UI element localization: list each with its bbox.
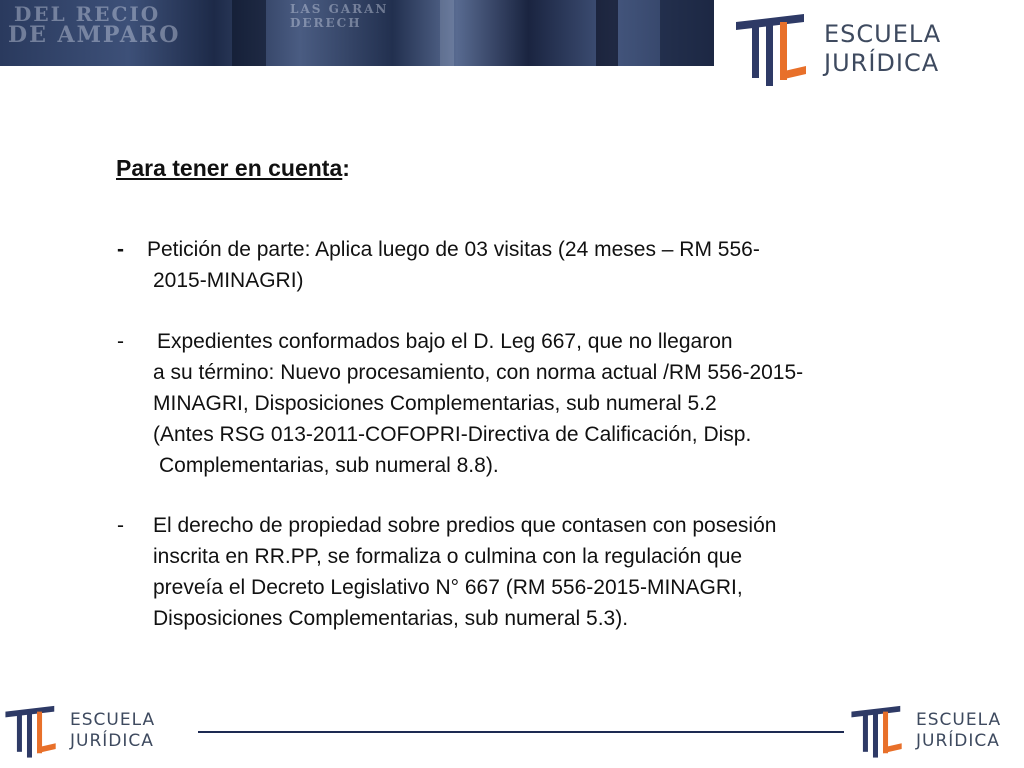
item-2-line-3: MINAGRI, Disposiciones Complementarias, sub numeral 5.2 — [153, 392, 717, 415]
bullet-dash: - — [117, 514, 124, 537]
bullet-dash: - — [117, 238, 124, 261]
banner-book-title: DERECH — [290, 16, 362, 30]
item-2-line-2: a su término: Nuevo procesamiento, con norma actual /RM 556-2015- — [153, 361, 804, 384]
logo-mark-icon — [850, 702, 906, 760]
heading-text: Para tener en cuenta — [116, 155, 343, 181]
item-3-line-2: inscrita en RR.PP, se formaliza o culmina con la regulación que — [153, 545, 743, 568]
bullet-item-2 — [117, 326, 977, 486]
banner-book-title: DEL RECIO — [14, 2, 161, 26]
bullet-item-1 — [117, 234, 917, 298]
item-1-line-1: Petición de parte: Aplica luego de 03 visitas (24 meses – RM 556- — [147, 238, 760, 261]
banner-book-title: DE AMPARO — [8, 22, 181, 48]
footer-divider — [198, 731, 844, 733]
item-2-line-1: Expedientes conformados bajo el D. Leg 667, que no llegaron — [157, 330, 733, 353]
item-3-line-4: Disposiciones Complementarias, sub numeral 5.3). — [153, 607, 629, 630]
banner-book-title: LAS GARAN — [290, 2, 389, 16]
logo-line-juridica: JURÍDICA — [70, 731, 154, 751]
logo-line-escuela: ESCUELA — [70, 710, 156, 730]
item-1-line-2: 2015-MINAGRI) — [153, 269, 304, 292]
bullet-item-3 — [117, 510, 977, 640]
item-2-line-5: Complementarias, sub numeral 8.8). — [159, 454, 499, 477]
footer-logo-left — [4, 702, 155, 760]
item-2-line-4: (Antes RSG 013-2011-COFOPRI-Directiva de Calificación, Disp. — [153, 423, 752, 446]
logo-mark-icon — [4, 702, 60, 760]
heading-colon: : — [342, 155, 350, 181]
slide-heading — [116, 155, 350, 182]
bullet-dash: - — [117, 330, 124, 353]
footer-logo-right — [850, 702, 1001, 760]
logo-line-escuela: ESCUELA — [824, 20, 942, 48]
logo-line-escuela: ESCUELA — [916, 710, 1002, 730]
logo-line-juridica: JURÍDICA — [824, 49, 940, 77]
item-3-line-1: El derecho de propiedad sobre predios que contasen con posesión — [153, 514, 777, 537]
item-3-line-3: preveía el Decreto Legislativo N° 667 (RM 556-2015-MINAGRI, — [153, 576, 743, 599]
logo-line-juridica: JURÍDICA — [916, 731, 1000, 751]
